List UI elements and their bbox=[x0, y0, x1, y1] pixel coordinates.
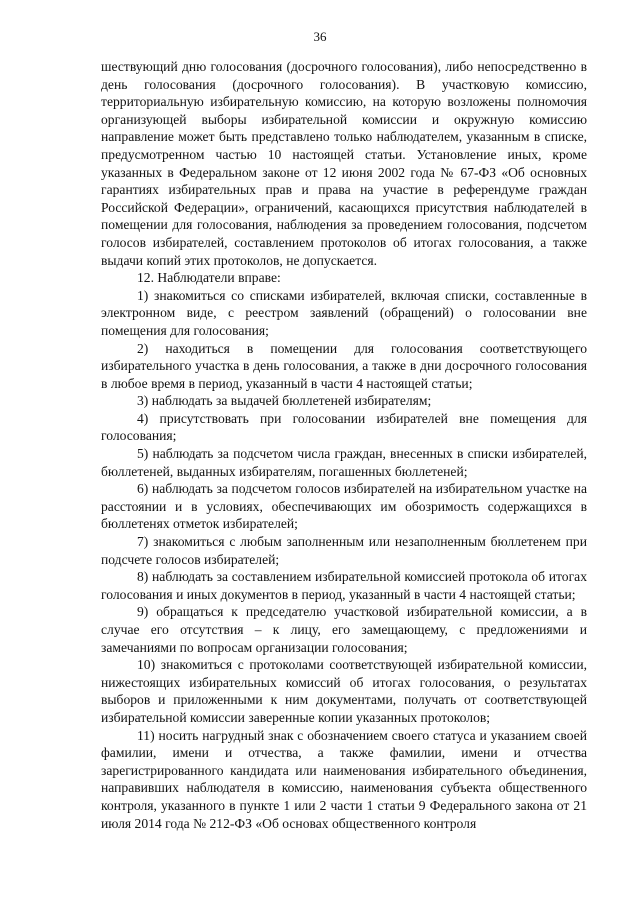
paragraph-item-6: 6) наблюдать за подсчетом голосов избирателей на избирательном участке на расстоянии и в условиях, обеспечивающих им обозримость содержащихся в бюллетенях отметок избирателей; bbox=[101, 481, 587, 532]
paragraph-item-1: 1) знакомиться со списками избирателей, включая списки, составленные в электронном виде, с реестром заявлений (обращений) о голосовании вне помещения для голосования; bbox=[101, 287, 587, 338]
paragraph-item-7: 7) знакомиться с любым заполненным или незаполненным бюллетенем при подсчете голосов избирателей; bbox=[101, 534, 587, 567]
page-number: 36 bbox=[313, 29, 327, 44]
paragraph-item-11: 11) носить нагрудный знак с обозначением своего статуса и указанием своей фамилии, имени и отчества, а также фамилии, имени и отчества зарегистрированного кандидата или наименования избирательного объединения, направивших наблюдателя в комиссию, наименования субъекта общественного контроля, указанного в пункте 1 или 2 части 1 статьи 9 Федерального закона от 21 июля 2014 года № 212-ФЗ «Об основах общественного контроля bbox=[101, 727, 587, 831]
paragraph-item-4: 4) присутствовать при голосовании избирателей вне помещения для голосования; bbox=[101, 410, 587, 444]
paragraph-item-2: 2) находиться в помещении для голосования соответствующего избирательного участка в день голосования, а также в дни досрочного голосования в любое время в период, указанный в части 4 настоящей статьи; bbox=[101, 340, 587, 391]
paragraph-item-10: 10) знакомиться с протоколами соответствующей избирательной комиссии, нижестоящих избирательных комиссий об итогах голосования, о результатах выборов и приложенными к ним документами, получать от соответствующей избирательной комиссии заверенные копии указанных протоколов; bbox=[101, 657, 587, 725]
paragraph-item-5: 5) наблюдать за подсчетом числа граждан, внесенных в списки избирателей, бюллетеней, выданных избирателям, погашенных бюллетеней; bbox=[101, 446, 587, 479]
paragraph-item-3: 3) наблюдать за выдачей бюллетеней избирателям; bbox=[137, 393, 432, 409]
paragraph-continuation: шествующий дню голосования (досрочного голосования), либо непосредственно в день голосования (досрочного голосования). В участковую комиссию, территориальную избирательную комиссию, на которую возложены полномочия организующей выборы избирательной комиссии и окружную комиссию направление может быть представлено только наблюдателем, указанным в списке, предусмотренном частью 10 настоящей статьи. Установление иных, кроме указанных в Федеральном законе от 12 июня 2002 года № 67-ФЗ «Об основных гарантиях избирательных прав и права на участие в референдуме граждан Российской Федерации», ограничений, касающихся присутствия наблюдателей в помещении для голосования, наблюдения за проведением голосования, подсчетом голосов избирателей, составлением протоколов об итогах голосования, а также выдачи копий этих протоколов, не допускается. bbox=[101, 59, 587, 268]
body-text bbox=[101, 58, 587, 832]
paragraph-item-8: 8) наблюдать за составлением избирательной комиссией протокола об итогах голосования и иных документов в период, указанный в части 4 настоящей статьи; bbox=[101, 569, 587, 602]
paragraph-item-12-heading: 12. Наблюдатели вправе: bbox=[137, 270, 281, 286]
paragraph-item-9: 9) обращаться к председателю участковой избирательной комиссии, а в случае его отсутствия – к лицу, его замещающему, с предложениями и замечаниями по вопросам организации голосования; bbox=[101, 604, 587, 655]
